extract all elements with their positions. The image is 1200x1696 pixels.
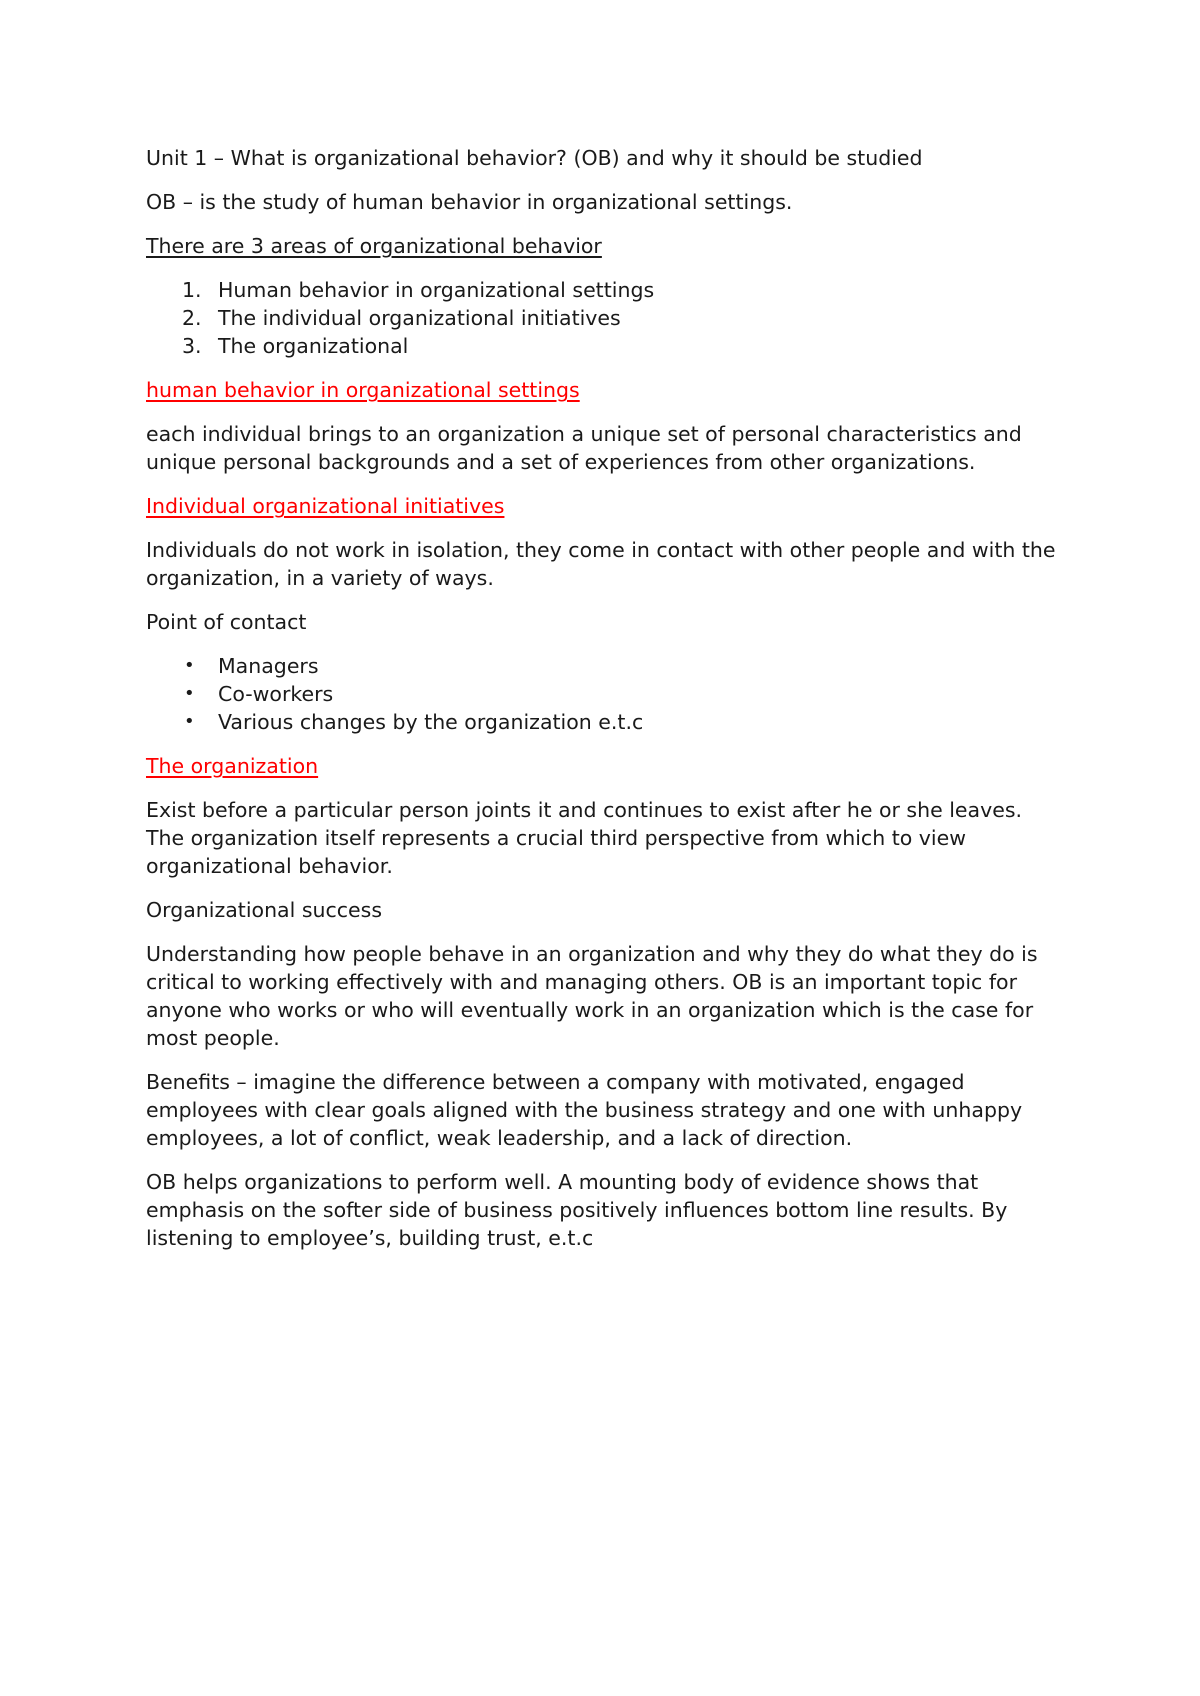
list-item-text: Managers xyxy=(218,654,319,678)
section-heading-organization: The organization xyxy=(146,754,319,778)
list-item xyxy=(146,708,1066,736)
bullet-icon: • xyxy=(184,711,195,732)
list-item xyxy=(146,332,1066,360)
success-paragraph-benefits: Benefits – imagine the difference between a company with motivated, engaged employees with clear goals aligned with the business strategy and one with unhappy employees, a lot of conflict, weak leadership, and a lack of direction. xyxy=(146,1070,1023,1150)
areas-list xyxy=(146,276,1066,360)
list-item xyxy=(146,304,1066,332)
list-item xyxy=(146,680,1066,708)
section-body-human-behavior: each individual brings to an organization a unique set of personal characteristics and unique personal backgrounds and a set of experiences from other organizations. xyxy=(146,422,1022,474)
list-item-text: The organizational xyxy=(218,334,409,358)
bullet-icon: • xyxy=(184,655,195,676)
list-item-text: Various changes by the organization e.t.c xyxy=(218,710,644,734)
document-page xyxy=(146,144,1066,1268)
list-item xyxy=(146,652,1066,680)
bullet-icon: • xyxy=(184,683,195,704)
list-number: 1. xyxy=(182,278,202,302)
ob-definition: OB – is the study of human behavior in organizational settings. xyxy=(146,190,793,214)
section-heading-individual-initiatives: Individual organizational initiatives xyxy=(146,494,505,518)
section-heading-human-behavior: human behavior in organizational settings xyxy=(146,378,580,402)
list-number: 2. xyxy=(182,306,202,330)
list-item xyxy=(146,276,1066,304)
list-item-text: Co-workers xyxy=(218,682,334,706)
document-title: Unit 1 – What is organizational behavior? (OB) and why it should be studied xyxy=(146,146,923,170)
section-body-individual-initiatives: Individuals do not work in isolation, they come in contact with other people and with the organization, in a variety of ways. xyxy=(146,538,1056,590)
list-item-text: Human behavior in organizational settings xyxy=(218,278,655,302)
point-of-contact-label: Point of contact xyxy=(146,610,307,634)
list-item-text: The individual organizational initiatives xyxy=(218,306,621,330)
contacts-list xyxy=(146,652,1066,736)
section-body-organization: Exist before a particular person joints it and continues to exist after he or she leaves. The organization itself represents a crucial third perspective from which to view organizational behavior. xyxy=(146,798,1023,878)
list-number: 3. xyxy=(182,334,202,358)
organizational-success-label: Organizational success xyxy=(146,898,383,922)
success-paragraph-understanding: Understanding how people behave in an organization and why they do what they do is critical to working effectively with and managing others. OB is an important topic for anyone who works or who will eventually work in an organization which is the case for most people. xyxy=(146,942,1038,1050)
success-paragraph-performance: OB helps organizations to perform well. A mounting body of evidence shows that emphasis on the softer side of business positively influences bottom line results. By listening to employee’s, building trust, e.t.c xyxy=(146,1170,1008,1250)
areas-heading: There are 3 areas of organizational behavior xyxy=(146,234,602,258)
